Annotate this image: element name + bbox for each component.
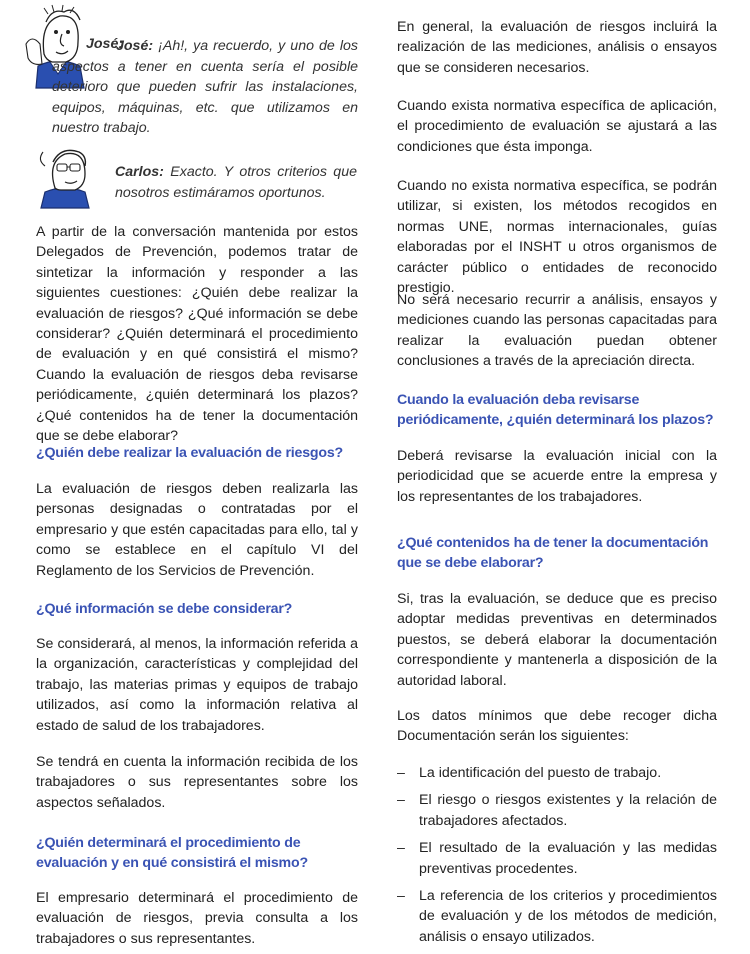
- paragraph-procedimiento: El empresario determinará el procedimiento de evaluación de riesgos, previa consulta a los trabajadores o sus representantes.: [36, 890, 358, 947]
- heading-procedimiento: [36, 833, 358, 874]
- heading-plazos-line2: periódicamente, ¿quién determinará los plazos?: [397, 412, 714, 429]
- dash-mark: –: [397, 792, 405, 809]
- list-item-text: La identificación del puesto de trabajo.: [419, 765, 662, 781]
- heading-plazos-line1: Cuando la evaluación deba revisarse: [397, 392, 640, 408]
- list-item: [397, 790, 717, 831]
- dash-mark: –: [397, 765, 405, 781]
- paragraph-apreciacion: No será necesario recurrir a análisis, ensayos y mediciones cuando las personas capacitadas para realizar la evaluación puedan obtener conclusiones a través de la apreciación directa.: [397, 292, 717, 370]
- speaker-jose: José:: [86, 36, 124, 52]
- list-item-text: El resultado de la evaluación y las medidas preventivas procedentes.: [419, 840, 717, 877]
- dialog-carlos-text: [115, 162, 357, 203]
- list-item-text: La referencia de los criterios y procedimientos de evaluación y de los métodos de medición, análisis o ensayo utilizados.: [419, 888, 717, 945]
- list-item: [397, 763, 717, 783]
- heading-quien: ¿Quién debe realizar la evaluación de riesgos?: [36, 445, 343, 461]
- list-item: [397, 886, 717, 947]
- heading-plazos: [397, 390, 717, 431]
- paragraph-sin-normativa: Cuando no exista normativa específica, se podrán utilizar, si existen, los métodos recogidos en normas UNE, normas internacionales, guías elaboradas por el INSHT u otros organismos de carácter público o entidades de reconocido prestigio.: [397, 178, 717, 297]
- heading-documentacion-line1: ¿Qué contenidos ha de tener la documentación: [397, 535, 709, 551]
- carlos-cartoon-icon: [35, 140, 99, 210]
- jose-line: ¡Ah!, ya recuerdo, y uno de los aspectos a tener en cuenta sería el posible deterioro que pueden sufrir las instalaciones, equipos, máquinas, etc. que utilizamos en nuestro trabajo.: [52, 38, 358, 136]
- dialog-jose-text: [52, 36, 358, 139]
- list-item-text: El riesgo o riesgos existentes y la relación de trabajadores afectados.: [419, 792, 717, 829]
- paragraph-documentacion-2: Los datos mínimos que debe recoger dicha Documentación serán los siguientes:: [397, 708, 717, 745]
- paragraph-normativa: Cuando exista normativa específica de aplicación, el procedimiento de evaluación se ajustará a las condiciones que ésta imponga.: [397, 98, 717, 155]
- intro-paragraph: A partir de la conversación mantenida por estos Delegados de Prevención, podemos tratar de sintetizar la información y responder a las siguientes cuestiones: ¿Quién debe realizar la evaluación de riesgos? ¿Qué información se debe considerar? ¿Quién determinará el procedimiento de evaluación y en qué consistirá el mismo? Cuando la evaluación de riesgos deba revisarse periódicamente, ¿quién determinará los plazos? ¿Qué contenidos ha de tener la documentación que se debe elaborar?: [36, 224, 358, 445]
- speaker-jose-label: José:: [116, 38, 154, 54]
- list-item: [397, 838, 717, 879]
- paragraph-general: En general, la evaluación de riesgos incluirá la realización de las mediciones, análisis o ensayos que se consideren necesarios.: [397, 19, 717, 76]
- dash-mark: –: [397, 888, 405, 905]
- paragraph-plazos: Deberá revisarse la evaluación inicial con la periodicidad que se acuerde entre la empresa y los representantes de los trabajadores.: [397, 448, 717, 505]
- heading-procedimiento-line1: ¿Quién determinará el procedimiento de: [36, 835, 301, 851]
- heading-procedimiento-line2: evaluación y en qué consistirá el mismo?: [36, 855, 308, 872]
- heading-documentacion: [397, 533, 717, 574]
- heading-documentacion-line2: que se debe elaborar?: [397, 555, 544, 572]
- dash-mark: –: [397, 840, 405, 857]
- paragraph-quien: La evaluación de riesgos deben realizarla las personas designadas o contratadas por el empresario y que estén capacitadas para ello, tal y como se establece en el capítulo VI del Reglamento de los Servicios de Prevención.: [36, 481, 358, 579]
- paragraph-info-1: Se considerará, al menos, la información referida a la organización, características y complejidad del trabajo, las materias primas y equipos de trabajo utilizados, así como la información relativa al estado de salud de los trabajadores.: [36, 636, 358, 734]
- heading-info: ¿Qué información se debe considerar?: [36, 601, 293, 617]
- paragraph-documentacion-1: Si, tras la evaluación, se deduce que es preciso adoptar medidas preventivas en determinados puestos, se deberá elaborar la documentación correspondiente y mantenerla a disposición de la autoridad laboral.: [397, 591, 717, 689]
- paragraph-info-2: Se tendrá en cuenta la información recibida de los trabajadores o sus representantes sobre los aspectos señalados.: [36, 754, 358, 811]
- carlos-line: Exacto. Y otros criterios que nosotros estimáramos oportunos.: [115, 164, 357, 201]
- speaker-carlos-label: Carlos:: [115, 164, 164, 180]
- datos-minimos-list: [397, 763, 717, 947]
